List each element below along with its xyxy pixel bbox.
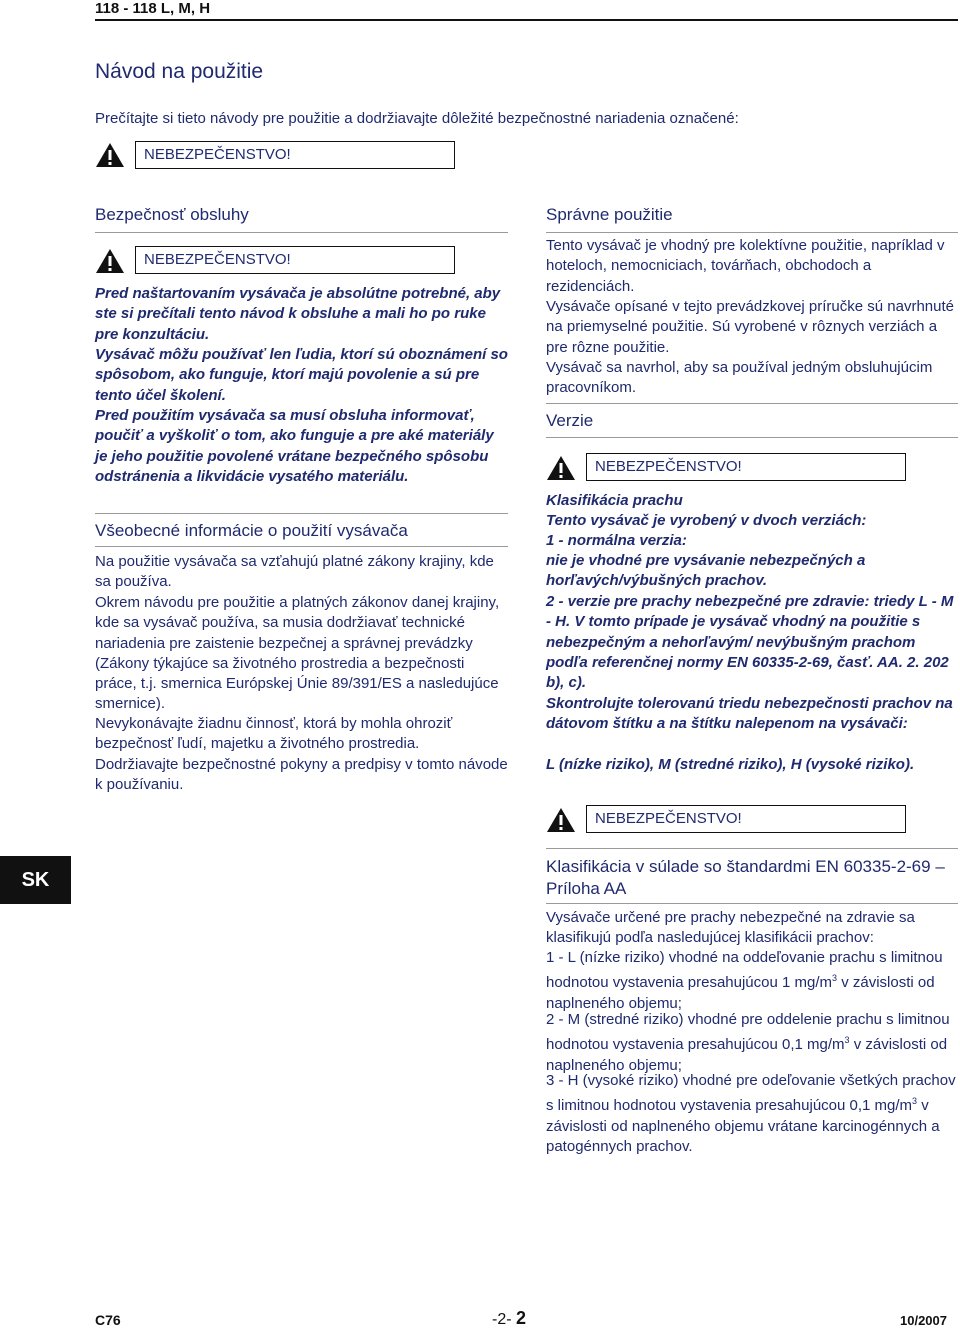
classification-heading: Klasifikácia v súlade so štandardmi EN 60335-2-69 – Príloha AA	[546, 857, 945, 898]
classification-intro: Vysávače určené pre prachy nebezpečné na zdravie sa klasifikujú podľa nasledujúcej klasifikácii prachov:	[546, 909, 915, 947]
section-rule	[546, 848, 958, 849]
safety-paragraph-2: Vysávač môžu používať len ľudia, ktorí sú oboznámení so spôsobom, ako funguje, ktorí majú povolenie a sú pre tento účel školení.	[95, 346, 508, 404]
section-rule	[546, 232, 958, 233]
warning-icon	[95, 142, 125, 168]
warning-icon	[95, 248, 125, 274]
footer-page-big: 2	[516, 1308, 527, 1328]
general-paragraph-1: Na použitie vysávača sa vzťahujú platné zákony krajiny, kde sa používa.	[95, 553, 494, 591]
safety-paragraph-3: Pred použitím vysávača sa musí obsluha informovať, poučiť a vyškoliť o tom, ako funguje a pre aké materiály je jeho použitie povolené vrátane bezpečného spôsobu odstránenia a likvidácie vysatého materiálu.	[95, 407, 494, 485]
header-title: 118 - 118 L, M, H	[95, 0, 211, 17]
section-rule	[546, 437, 958, 438]
dust-class-label: Klasifikácia prachu	[546, 492, 683, 509]
general-paragraph-2: Okrem návodu pre použitie a platných zákonov danej krajiny, kde sa vysávač používa, sa musia dodržiavať technické nariadenia pre zaistenie bezpečnej a správnej prevádzky (Zákony týkajúce sa životného prostredia a bezpečnosti práce, t.j. smernica Európskej Únie 89/391/ES a nasledujúce smernice).	[95, 594, 500, 713]
section-rule	[95, 513, 508, 514]
section-rule	[546, 903, 958, 904]
page-title: Návod na použitie	[95, 60, 264, 83]
warning-icon	[546, 455, 576, 481]
use-paragraph-2: Vysávače opísané v tejto prevádzkovej príručke sú navrhnuté na priemyselné použitie. Sú vyrobené v rôznych verziách a pre rôzne použitie.	[546, 298, 955, 356]
general-heading: Všeobecné informácie o použití vysávača	[95, 521, 408, 540]
general-paragraph-4: Dodržiavajte bezpečnostné pokyny a predpisy v tomto návode k používaniu.	[95, 756, 508, 794]
footer-model: C76	[95, 1312, 121, 1328]
classification-item-l: 1 - L (nízke riziko) vhodné na oddeľovanie prachu s limitnou hodnotou vystavenia presahujúcou 1 $mg/m^3$ v závislosti od naplneného objemu;	[546, 949, 943, 1012]
warning-icon	[546, 807, 576, 833]
warning-box: NEBEZPEČENSTVO!	[586, 453, 906, 481]
use-paragraph-3: Vysávač sa navrhol, aby sa používal jedným obsluhujúcim pracovníkom.	[546, 359, 933, 397]
versions-line-3: nie je vhodné pre vysávanie nebezpečných a horľavých/výbušných prachov.	[546, 552, 866, 590]
versions-line-2: 1 - normálna verzia:	[546, 532, 687, 549]
use-heading: Správne použitie	[546, 205, 673, 224]
warning-box: NEBEZPEČENSTVO!	[135, 246, 455, 274]
footer-date: 10/2007	[900, 1313, 947, 1328]
intro-text: Prečítajte si tieto návody pre použitie a dodržiavajte dôležité bezpečnostné nariadenia označené:	[95, 110, 739, 127]
header-rule	[95, 19, 958, 21]
warning-box: NEBEZPEČENSTVO!	[586, 805, 906, 833]
section-rule	[95, 546, 508, 547]
versions-line-5: Skontrolujte tolerovanú triedu nebezpečnosti prachov na dátovom štítku a na štítku nalepenom na vysávači:	[546, 695, 953, 733]
versions-line-4: 2 - verzie pre prachy nebezpečné pre zdravie: triedy L - M - H. V tomto prípade je vysávač vhodný na použitie s nebezpečným a nehorľavým/ nevýbušným prachom podľa referenčnej normy EN 60335-2-69, časť. AA. 2. 202 b), c).	[546, 593, 954, 692]
section-rule	[95, 232, 508, 233]
footer-page-number	[492, 1308, 526, 1329]
general-paragraph-3: Nevykonávajte žiadnu činnosť, ktorá by mohla ohroziť bezpečnosť ľudí, majetku a životného prostredia.	[95, 715, 453, 753]
warning-box: NEBEZPEČENSTVO!	[135, 141, 455, 169]
classification-item-m: 2 - M (stredné riziko) vhodné pre oddelenie prachu s limitnou hodnotou vystavenia presahujúcou 0,1 $mg/m^3$ v závislosti od naplneného objemu;	[546, 1011, 950, 1074]
versions-line-1: Tento vysávač je vyrobený v dvoch verziách:	[546, 512, 867, 529]
safety-paragraph-1: Pred naštartovaním vysávača je absolútne potrebné, aby ste si prečítali tento návod k obsluhe a mali ho po ruke pre konzultáciu.	[95, 285, 501, 343]
language-tab: SK	[0, 856, 71, 904]
versions-line-6: L (nízke riziko), M (stredné riziko), H (vysoké riziko).	[546, 756, 915, 773]
safety-heading: Bezpečnosť obsluhy	[95, 205, 249, 224]
classification-item-h: 3 - H (vysoké riziko) vhodné pre odeľovanie všetkých prachov s limitnou hodnotou vystavenia presahujúcou 0,1 $mg/m^3$ v závislosti od naplneného objemu vrátane karcinogénnych a patogénnych prachov.	[546, 1072, 956, 1155]
versions-heading: Verzie	[546, 411, 594, 430]
use-paragraph-1: Tento vysávač je vhodný pre kolektívne použitie, napríklad v hoteloch, nemocniciach, továrňach, obchodoch a rezidenciách.	[546, 237, 945, 295]
footer-page-small: -2-	[492, 1311, 512, 1328]
section-rule	[546, 403, 958, 404]
